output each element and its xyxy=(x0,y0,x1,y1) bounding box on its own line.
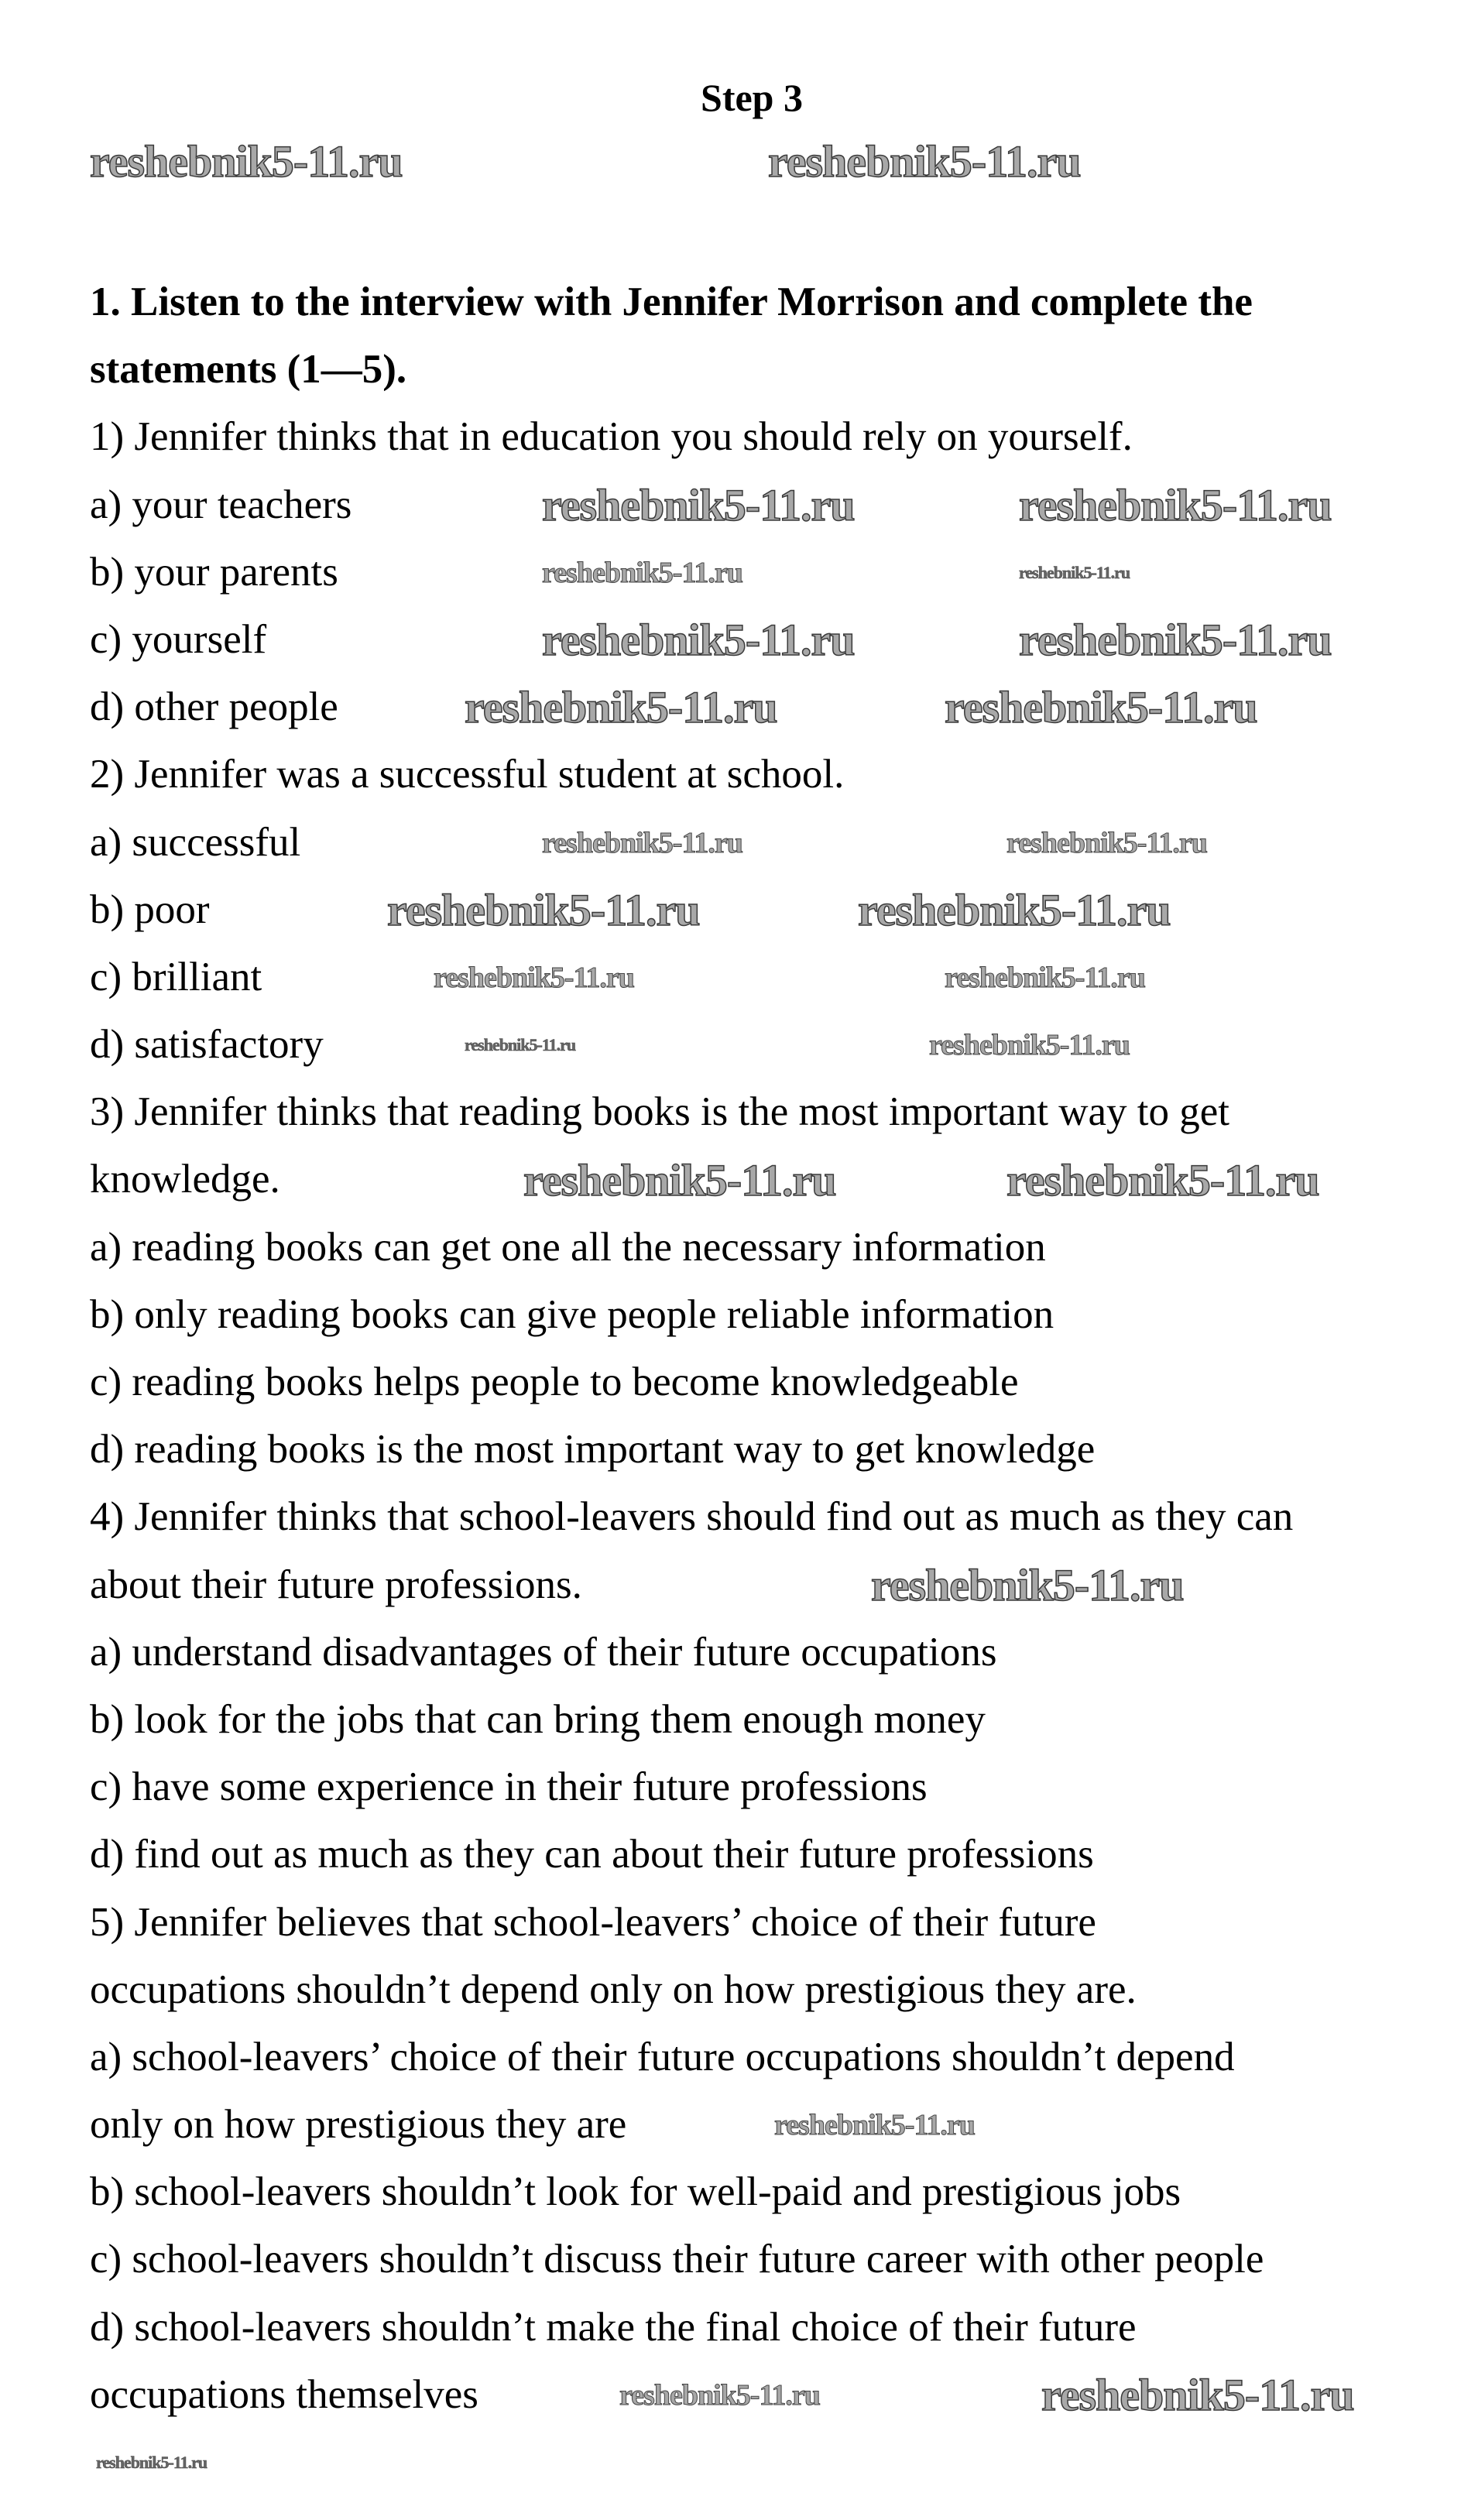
watermark: reshebnik5-11.ru xyxy=(768,136,1081,187)
watermark: reshebnik5-11.ru xyxy=(542,826,742,859)
answer-option: b) your parents xyxy=(90,549,338,595)
watermark: reshebnik5-11.ru xyxy=(1019,562,1130,582)
watermark: reshebnik5-11.ru xyxy=(1006,1154,1319,1205)
watermark: reshebnik5-11.ru xyxy=(465,1035,576,1055)
answer-option: a) your teachers xyxy=(90,482,352,527)
statement: 3) Jennifer thinks that reading books is the most important way to get xyxy=(90,1089,1229,1135)
watermark: reshebnik5-11.ru xyxy=(387,884,700,935)
answer-option: c) reading books helps people to become knowledgeable xyxy=(90,1359,1019,1404)
watermark: reshebnik5-11.ru xyxy=(542,479,855,530)
answer-option: a) successful xyxy=(90,819,301,865)
answer-option: b) school-leavers shouldn’t look for well-paid and prestigious jobs xyxy=(90,2169,1181,2215)
watermark: reshebnik5-11.ru xyxy=(871,1559,1184,1610)
watermark: reshebnik5-11.ru xyxy=(90,136,403,187)
answer-option: d) satisfactory xyxy=(90,1022,324,1068)
line-continuation: about their future professions. xyxy=(90,1562,582,1607)
watermark: reshebnik5-11.ru xyxy=(465,682,777,733)
watermark: reshebnik5-11.ru xyxy=(542,556,742,589)
answer-option: c) yourself xyxy=(90,616,267,662)
answer-option: a) school-leavers’ choice of their future occupations shouldn’t depend xyxy=(90,2034,1235,2079)
answer-option: b) only reading books can give people reliable information xyxy=(90,1291,1054,1337)
statement: 1) Jennifer thinks that in education you should rely on yourself. xyxy=(90,414,1133,460)
statement: 4) Jennifer thinks that school-leavers should find out as much as they can xyxy=(90,1494,1294,1540)
watermark: reshebnik5-11.ru xyxy=(774,2109,975,2142)
line-continuation: only on how prestigious they are xyxy=(90,2102,627,2148)
answer-option: b) poor xyxy=(90,886,210,932)
exercise-heading: statements (1—5). xyxy=(90,347,407,393)
watermark: reshebnik5-11.ru xyxy=(619,2379,820,2412)
answer-option: c) brilliant xyxy=(90,954,262,999)
answer-option: a) reading books can get one all the necessary information xyxy=(90,1224,1046,1270)
answer-option: b) look for the jobs that can bring them enough money xyxy=(90,1696,986,1742)
answer-option: d) find out as much as they can about their future professions xyxy=(90,1832,1094,1877)
page-title: Step 3 xyxy=(701,76,803,119)
answer-option: c) have some experience in their future professions xyxy=(90,1764,928,1810)
line-continuation: occupations shouldn’t depend only on how prestigious they are. xyxy=(90,1966,1137,2012)
watermark: reshebnik5-11.ru xyxy=(542,615,855,665)
statement: 5) Jennifer believes that school-leavers’ choice of their future xyxy=(90,1899,1096,1945)
watermark: reshebnik5-11.ru xyxy=(1019,479,1332,530)
watermark: reshebnik5-11.ru xyxy=(945,682,1257,733)
watermark: reshebnik5-11.ru xyxy=(929,1029,1130,1062)
watermark: reshebnik5-11.ru xyxy=(96,2453,207,2472)
answer-option: a) understand disadvantages of their future occupations xyxy=(90,1629,997,1675)
answer-option: d) school-leavers shouldn’t make the final choice of their future xyxy=(90,2304,1137,2350)
exercise-heading: 1. Listen to the interview with Jennifer Morrison and complete the xyxy=(90,279,1253,324)
watermark: reshebnik5-11.ru xyxy=(1006,826,1207,859)
answer-option: d) reading books is the most important way to get knowledge xyxy=(90,1427,1096,1473)
watermark: reshebnik5-11.ru xyxy=(1019,615,1332,665)
answer-option: c) school-leavers shouldn’t discuss their future career with other people xyxy=(90,2237,1264,2282)
line-continuation: knowledge. xyxy=(90,1157,280,1202)
watermark: reshebnik5-11.ru xyxy=(945,962,1145,994)
statement: 2) Jennifer was a successful student at school. xyxy=(90,752,845,797)
watermark: reshebnik5-11.ru xyxy=(523,1154,836,1205)
watermark: reshebnik5-11.ru xyxy=(858,884,1171,935)
answer-option: d) other people xyxy=(90,684,338,730)
watermark: reshebnik5-11.ru xyxy=(434,962,634,994)
watermark: reshebnik5-11.ru xyxy=(1041,2370,1354,2421)
line-continuation: occupations themselves xyxy=(90,2371,478,2417)
